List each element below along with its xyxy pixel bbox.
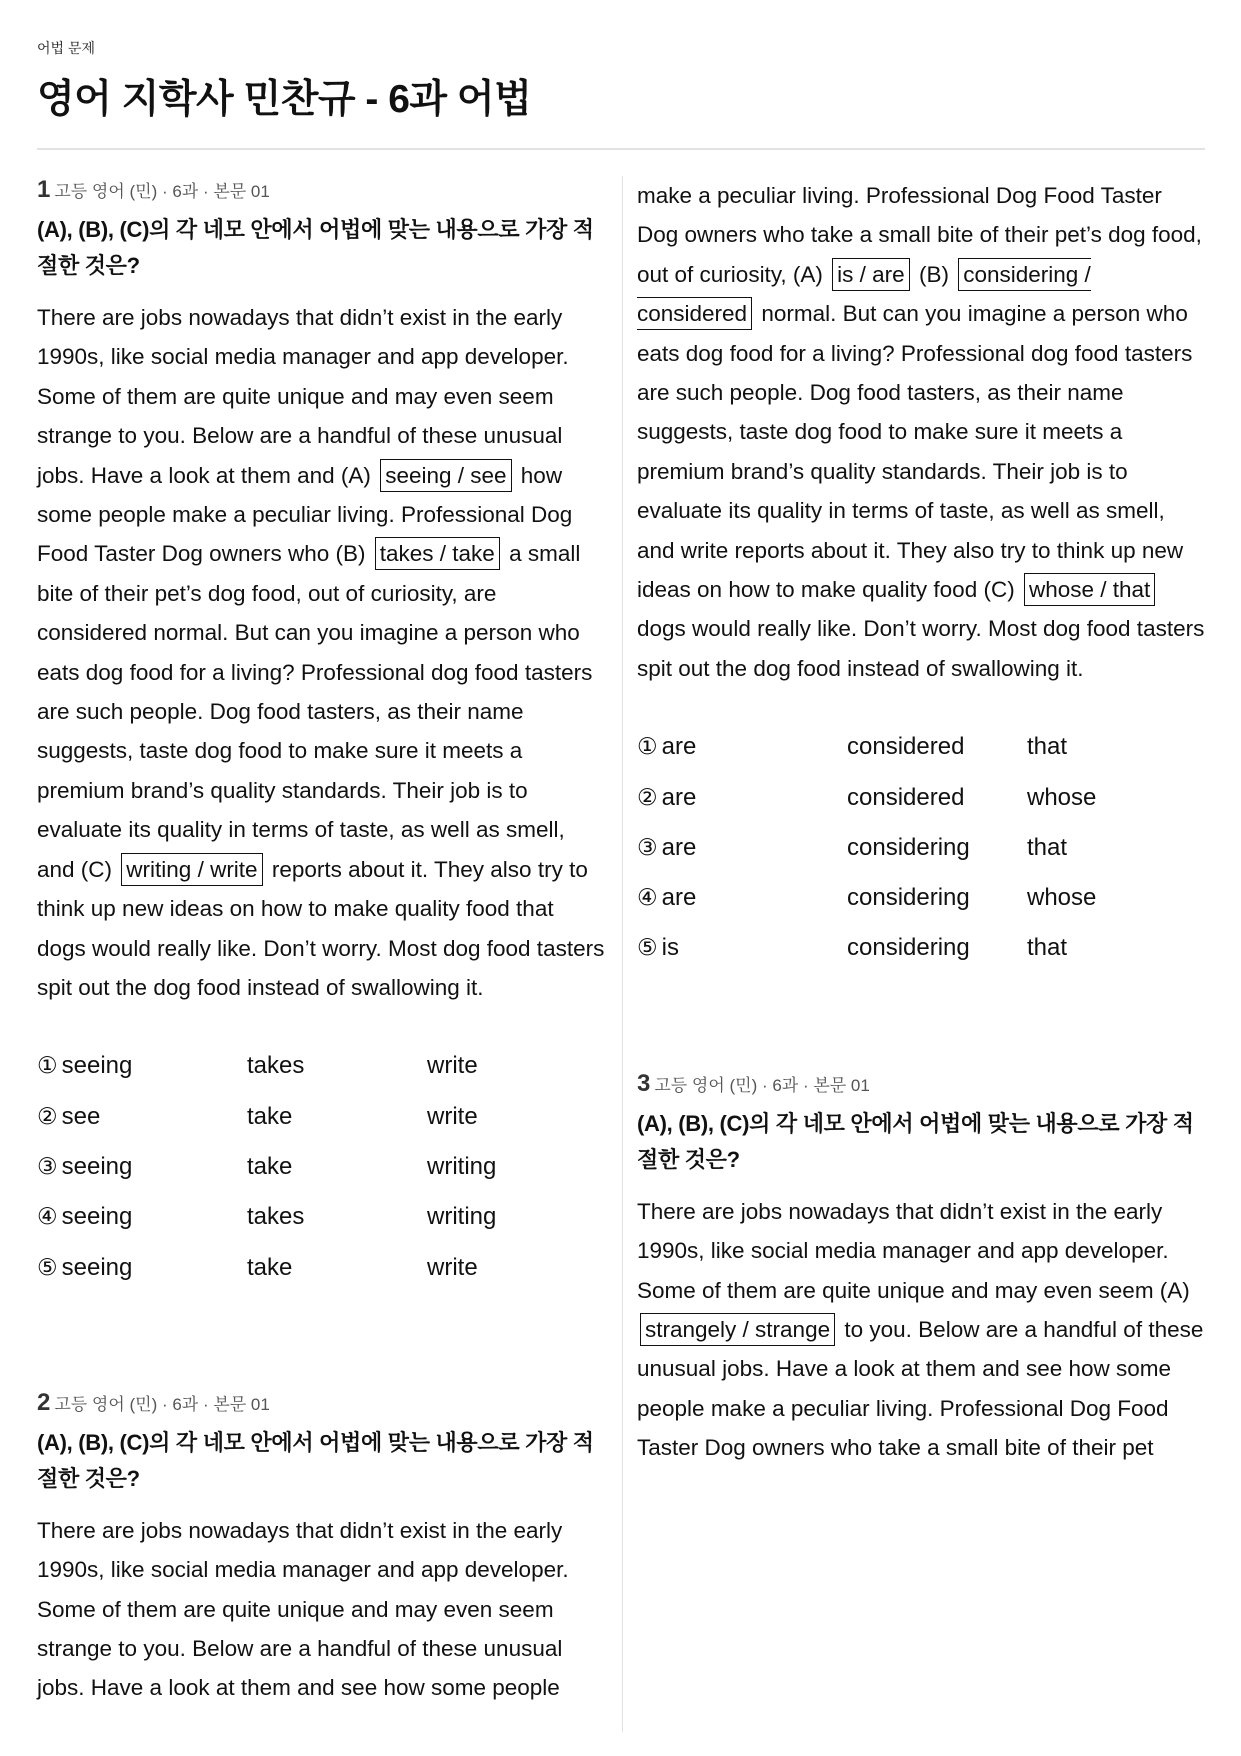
choice-c: writing: [427, 1203, 497, 1231]
question-meta: [637, 1070, 1207, 1098]
choice-a-text: seeing: [61, 1253, 133, 1281]
passage-text: There are jobs nowadays that didn’t exist in the early 1990s, like social media manager and app developer. Some of them are quite unique and may even seem strange to you. Below are a handful of these unusual jobs. Have a look at them and see how some people: [37, 1517, 569, 1701]
choice-a: [37, 1192, 247, 1242]
choice-a-text: see: [61, 1102, 101, 1130]
question-meta: [37, 176, 607, 204]
choice-c: write: [427, 1102, 478, 1130]
choice-a: [637, 823, 847, 873]
choice-row[interactable]: [637, 773, 1207, 823]
choice-c: that: [1027, 934, 1068, 962]
choice-row[interactable]: [637, 722, 1207, 772]
question-1: [37, 176, 607, 1293]
choice-number: ③: [37, 1153, 58, 1180]
choice-c: whose: [1027, 783, 1097, 811]
passage-text: There are jobs nowadays that didn’t exist in the early 1990s, like social media manager and app developer. Some of them are quite unique and may even seem (A): [637, 1198, 1190, 1303]
choice-row[interactable]: [637, 923, 1207, 973]
choice-number: ⑤: [37, 1254, 58, 1281]
choice-row[interactable]: [37, 1092, 607, 1142]
choice-b: considering: [847, 833, 970, 861]
choice-a: [637, 722, 847, 772]
choice-a: [637, 923, 847, 973]
page-title: 영어 지학사 민찬규 - 6과 어법: [37, 78, 532, 121]
question-source: 고등 영어 (민) · 6과 · 본문 01: [54, 182, 270, 201]
answer-box-a: is / are: [832, 258, 910, 291]
choice-c: whose: [1027, 884, 1097, 912]
choice-a: [637, 773, 847, 823]
choice-number: ②: [37, 1103, 58, 1130]
choice-c: write: [427, 1052, 478, 1080]
question-3: [637, 1070, 1207, 1468]
question-meta: [37, 1389, 607, 1417]
choice-row[interactable]: [37, 1192, 607, 1242]
choice-number: ④: [37, 1204, 58, 1231]
choice-b: considering: [847, 884, 970, 912]
column-divider: [622, 176, 623, 1732]
choice-b: considering: [847, 934, 970, 962]
choice-a: [637, 873, 847, 923]
left-column: [37, 176, 607, 1708]
choice-b: takes: [247, 1052, 305, 1080]
choice-row[interactable]: [37, 1041, 607, 1091]
choice-a-text: seeing: [61, 1152, 133, 1180]
choice-number: ②: [637, 784, 658, 811]
choice-a: [37, 1041, 247, 1091]
choice-number: ③: [637, 834, 658, 861]
choice-a-text: seeing: [61, 1203, 133, 1231]
passage-text: how some people make a peculiar living. Professional Dog Food Taster Dog owners who (B): [37, 462, 573, 567]
question-2-continued: [637, 176, 1207, 974]
choice-a-text: are: [661, 884, 697, 912]
passage-text: a small bite of their pet’s dog food, out of curiosity, are considered normal. But can you imagine a person who eats dog food for a living? Professional dog food tasters are such people. Dog food tasters, as their name suggests, taste dog food to make sure it meets a premium brand’s quality standards. Their job is to evaluate its quality in terms of taste, as well as smell, and (C): [37, 541, 593, 882]
passage-text: normal. But can you imagine a person who eats dog food for a living? Professional dog food tasters are such people. Dog food tasters, as their name suggests, taste dog food to make sure it meets a premium brand’s quality standards. Their job is to evaluate its quality in terms of taste, as well as smell, and write reports about it. They also try to think up new ideas on how to make quality food (C): [637, 301, 1193, 603]
choice-c: writing: [427, 1152, 497, 1180]
choice-number: ⑤: [637, 935, 658, 962]
answer-box-c: writing / write: [121, 853, 262, 886]
page-category: 어법 문제: [37, 40, 95, 56]
passage-text: to you. Below are a handful of these unusual jobs. Have a look at them and see how some people make a peculiar living. Professional Dog Food Taster Dog owners who take a small bite of their pet: [637, 1316, 1204, 1461]
passage-text: make a peculiar living. Professional Dog Food Taster Dog owners who take a small bite of their pet’s dog food, out of curiosity, (A): [637, 183, 1202, 287]
question-passage: [37, 1511, 607, 1708]
answer-box-b: takes / take: [375, 537, 500, 570]
choice-b: take: [247, 1152, 293, 1180]
choice-b: take: [247, 1253, 293, 1281]
choice-c: write: [427, 1253, 478, 1281]
choice-row[interactable]: [37, 1142, 607, 1192]
passage-text: (B): [918, 261, 949, 287]
answer-choices: [37, 1041, 607, 1292]
choice-row[interactable]: [637, 873, 1207, 923]
question-2: [37, 1389, 607, 1708]
choice-number: ①: [37, 1053, 58, 1080]
choice-a-text: are: [661, 833, 697, 861]
choice-a-text: is: [661, 934, 679, 962]
question-instruction: (A), (B), (C)의 각 네모 안에서 어법에 맞는 내용으로 가장 적절한 것은?: [637, 1110, 1194, 1172]
question-number: 3: [637, 1069, 651, 1097]
choice-a-text: are: [661, 783, 697, 811]
answer-choices: [637, 722, 1207, 973]
choice-a: [37, 1243, 247, 1293]
choice-row[interactable]: [637, 823, 1207, 873]
passage-text: reports about it. They also try to think up new ideas on how to make quality food that dogs would really like. Don’t worry. Most dog food tasters spit out the dog food instead of swallowing it.: [37, 856, 605, 1000]
choice-b: take: [247, 1102, 293, 1130]
answer-box-a: strangely / strange: [640, 1313, 835, 1346]
choice-row[interactable]: [37, 1243, 607, 1293]
header-divider: [37, 148, 1205, 150]
passage-text: dogs would really like. Don’t worry. Most dog food tasters spit out the dog food instead of swallowing it.: [637, 616, 1205, 681]
right-column: [637, 176, 1207, 1468]
choice-a-text: seeing: [61, 1052, 133, 1080]
choice-a: [37, 1092, 247, 1142]
page-header: [37, 38, 1205, 124]
question-source: 고등 영어 (민) · 6과 · 본문 01: [654, 1075, 870, 1095]
question-passage: [637, 176, 1207, 688]
choice-a-text: are: [661, 733, 697, 761]
question-instruction: (A), (B), (C)의 각 네모 안에서 어법에 맞는 내용으로 가장 적절한 것은?: [37, 1429, 594, 1491]
answer-box-c: whose / that: [1024, 573, 1155, 606]
choice-c: that: [1027, 833, 1068, 861]
answer-box-b: considering / considered: [637, 258, 1091, 330]
choice-b: considered: [847, 783, 965, 811]
answer-box-a: seeing / see: [380, 459, 511, 492]
question-instruction: (A), (B), (C)의 각 네모 안에서 어법에 맞는 내용으로 가장 적절한 것은?: [37, 217, 594, 278]
question-passage: [37, 298, 607, 1007]
question-number: 1: [37, 176, 51, 203]
choice-a: [37, 1142, 247, 1192]
question-passage: [637, 1192, 1207, 1468]
question-source: 고등 영어 (민) · 6과 · 본문 01: [54, 1394, 270, 1414]
choice-c: that: [1027, 733, 1068, 761]
choice-b: takes: [247, 1203, 305, 1231]
choice-number: ①: [637, 734, 658, 761]
question-number: 2: [37, 1388, 51, 1416]
choice-number: ④: [637, 885, 658, 912]
choice-b: considered: [847, 733, 965, 761]
passage-text: There are jobs nowadays that didn’t exist in the early 1990s, like social media manager and app developer. Some of them are quite unique and may even seem strange to you. Below are a handful of these unusual jobs. Have a look at them and (A): [37, 305, 569, 488]
